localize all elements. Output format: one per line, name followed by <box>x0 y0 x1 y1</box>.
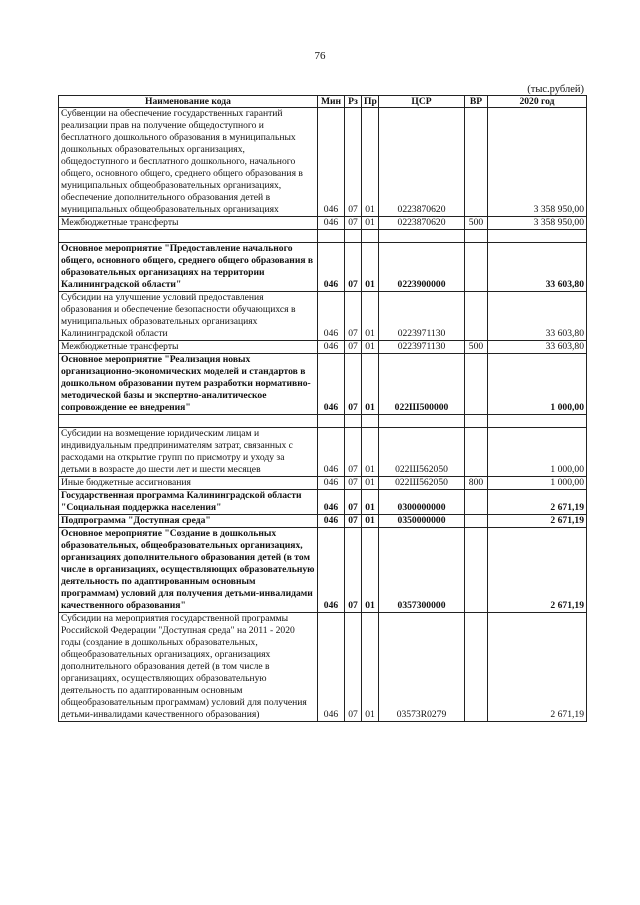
row-pr: 01 <box>362 515 379 528</box>
row-rz: 07 <box>345 477 362 490</box>
col-header-vr: ВР <box>465 96 488 108</box>
row-rz: 07 <box>345 354 362 415</box>
row-vr: 500 <box>465 217 488 230</box>
row-min: 046 <box>318 341 345 354</box>
row-min: 046 <box>318 354 345 415</box>
row-name: Подпрограмма "Доступная среда" <box>59 515 318 528</box>
row-pr: 01 <box>362 292 379 341</box>
row-csr: 0223971130 <box>379 292 465 341</box>
col-header-year: 2020 год <box>488 96 587 108</box>
row-pr: 01 <box>362 528 379 613</box>
table-row <box>59 477 587 490</box>
row-name: Иные бюджетные ассигнования <box>59 477 318 490</box>
row-min: 046 <box>318 428 345 477</box>
row-amount: 33 603,80 <box>488 292 587 341</box>
col-header-pr: Пр <box>362 96 379 108</box>
row-min: 046 <box>318 490 345 515</box>
table-row <box>59 528 587 613</box>
row-rz: 07 <box>345 292 362 341</box>
row-amount: 33 603,80 <box>488 341 587 354</box>
row-vr <box>465 490 488 515</box>
table-row <box>59 515 587 528</box>
row-vr <box>465 515 488 528</box>
row-amount: 1 000,00 <box>488 428 587 477</box>
row-rz: 07 <box>345 528 362 613</box>
row-csr: 022Ш562050 <box>379 428 465 477</box>
table-row <box>59 243 587 292</box>
row-csr: 0300000000 <box>379 490 465 515</box>
row-amount: 2 671,19 <box>488 528 587 613</box>
row-pr: 01 <box>362 490 379 515</box>
row-amount: 3 358 950,00 <box>488 108 587 217</box>
row-csr: 0350000000 <box>379 515 465 528</box>
row-rz: 07 <box>345 613 362 722</box>
col-header-name: Наименование кода <box>59 96 318 108</box>
table-row <box>59 341 587 354</box>
row-name: Субсидии на возмещение юридическим лицам и индивидуальным предпринимателям затрат, связанных с расходами на открытие групп по присмотру и уходу за детьми в возрасте до шести лет и шести месяцев <box>59 428 318 477</box>
row-csr: 03573R0279 <box>379 613 465 722</box>
row-vr <box>465 243 488 292</box>
row-min: 046 <box>318 217 345 230</box>
row-min: 046 <box>318 108 345 217</box>
row-vr: 800 <box>465 477 488 490</box>
col-header-rz: Рз <box>345 96 362 108</box>
row-pr: 01 <box>362 108 379 217</box>
row-amount: 33 603,80 <box>488 243 587 292</box>
row-vr <box>465 613 488 722</box>
row-amount: 3 358 950,00 <box>488 217 587 230</box>
row-amount: 1 000,00 <box>488 354 587 415</box>
row-rz: 07 <box>345 515 362 528</box>
row-rz: 07 <box>345 490 362 515</box>
row-name: Основное мероприятие "Предоставление начального общего, основного общего, среднего общего образования в образовательных организациях на территории Калининградской области" <box>59 243 318 292</box>
col-header-csr: ЦСР <box>379 96 465 108</box>
row-min: 046 <box>318 528 345 613</box>
page-number: 76 <box>314 50 326 62</box>
table-row <box>59 292 587 341</box>
row-pr: 01 <box>362 477 379 490</box>
row-min: 046 <box>318 243 345 292</box>
row-vr <box>465 528 488 613</box>
row-name: Государственная программа Калининградской области "Социальная поддержка населения" <box>59 490 318 515</box>
row-name: Субвенции на обеспечение государственных гарантий реализации прав на получение общедоступного и бесплатного дошкольного образования в муниципальных дошкольных образовательных организациях, общедоступного и бесплатного дошкольного, начального общего, основного общего, среднего общего образования в муниципальных общеобразовательных организациях, обеспечение дополнительного образования детей в муниципальных общеобразовательных организациях <box>59 108 318 217</box>
row-vr <box>465 108 488 217</box>
row-vr <box>465 354 488 415</box>
row-pr: 01 <box>362 354 379 415</box>
row-csr: 0223870620 <box>379 108 465 217</box>
row-pr: 01 <box>362 428 379 477</box>
table-row <box>59 354 587 415</box>
spacer-row <box>59 230 587 243</box>
row-name: Основное мероприятие "Создание в дошкольных образовательных, общеобразовательных организациях, организациях дополнительного образования детей (в том числе в организациях, осуществляющих образовательную деятельность по адаптированным основным программам) условий для получения детьми-инвалидами качественного образования" <box>59 528 318 613</box>
row-amount: 1 000,00 <box>488 477 587 490</box>
row-pr: 01 <box>362 217 379 230</box>
row-amount: 2 671,19 <box>488 490 587 515</box>
row-rz: 07 <box>345 428 362 477</box>
row-min: 046 <box>318 613 345 722</box>
spacer-row <box>59 415 587 428</box>
row-pr: 01 <box>362 243 379 292</box>
table-row <box>59 490 587 515</box>
row-name: Основное мероприятие "Реализация новых организационно-экономических моделей и стандартов в дошкольном образовании путем разработки нормативно-методической базы и экспертно-аналитическое сопровождение ее внедрения" <box>59 354 318 415</box>
row-csr: 0223900000 <box>379 243 465 292</box>
table-row <box>59 428 587 477</box>
row-csr: 022Ш500000 <box>379 354 465 415</box>
row-rz: 07 <box>345 108 362 217</box>
row-pr: 01 <box>362 341 379 354</box>
units-label: (тыс.рублей) <box>527 84 584 95</box>
row-min: 046 <box>318 477 345 490</box>
row-amount: 2 671,19 <box>488 613 587 722</box>
row-name: Межбюджетные трансферты <box>59 217 318 230</box>
budget-table <box>58 95 587 722</box>
row-vr <box>465 292 488 341</box>
row-name: Субсидии на улучшение условий предоставления образования и обеспечение безопасности обучающихся в муниципальных образовательных организациях Калининградской области <box>59 292 318 341</box>
table-row <box>59 613 587 722</box>
row-pr: 01 <box>362 613 379 722</box>
row-rz: 07 <box>345 341 362 354</box>
row-vr <box>465 428 488 477</box>
row-vr: 500 <box>465 341 488 354</box>
table-row <box>59 108 587 217</box>
row-csr: 0223971130 <box>379 341 465 354</box>
table-header-row <box>59 96 587 108</box>
table-row <box>59 217 587 230</box>
row-rz: 07 <box>345 217 362 230</box>
row-amount: 2 671,19 <box>488 515 587 528</box>
row-csr: 0223870620 <box>379 217 465 230</box>
row-rz: 07 <box>345 243 362 292</box>
row-min: 046 <box>318 292 345 341</box>
row-min: 046 <box>318 515 345 528</box>
row-name: Субсидии на мероприятия государственной программы Российской Федерации "Доступная среда" на 2011 - 2020 годы (создание в дошкольных образовательных, общеобразовательных организациях, организациях дополнительного образования детей (в том числе в организациях, осуществляющих образовательную деятельность по адаптированным основным общеобразовательным программам) условий для получения детьми-инвалидами качественного образования) <box>59 613 318 722</box>
row-name: Межбюджетные трансферты <box>59 341 318 354</box>
row-csr: 022Ш562050 <box>379 477 465 490</box>
row-csr: 0357300000 <box>379 528 465 613</box>
col-header-min: Мин <box>318 96 345 108</box>
